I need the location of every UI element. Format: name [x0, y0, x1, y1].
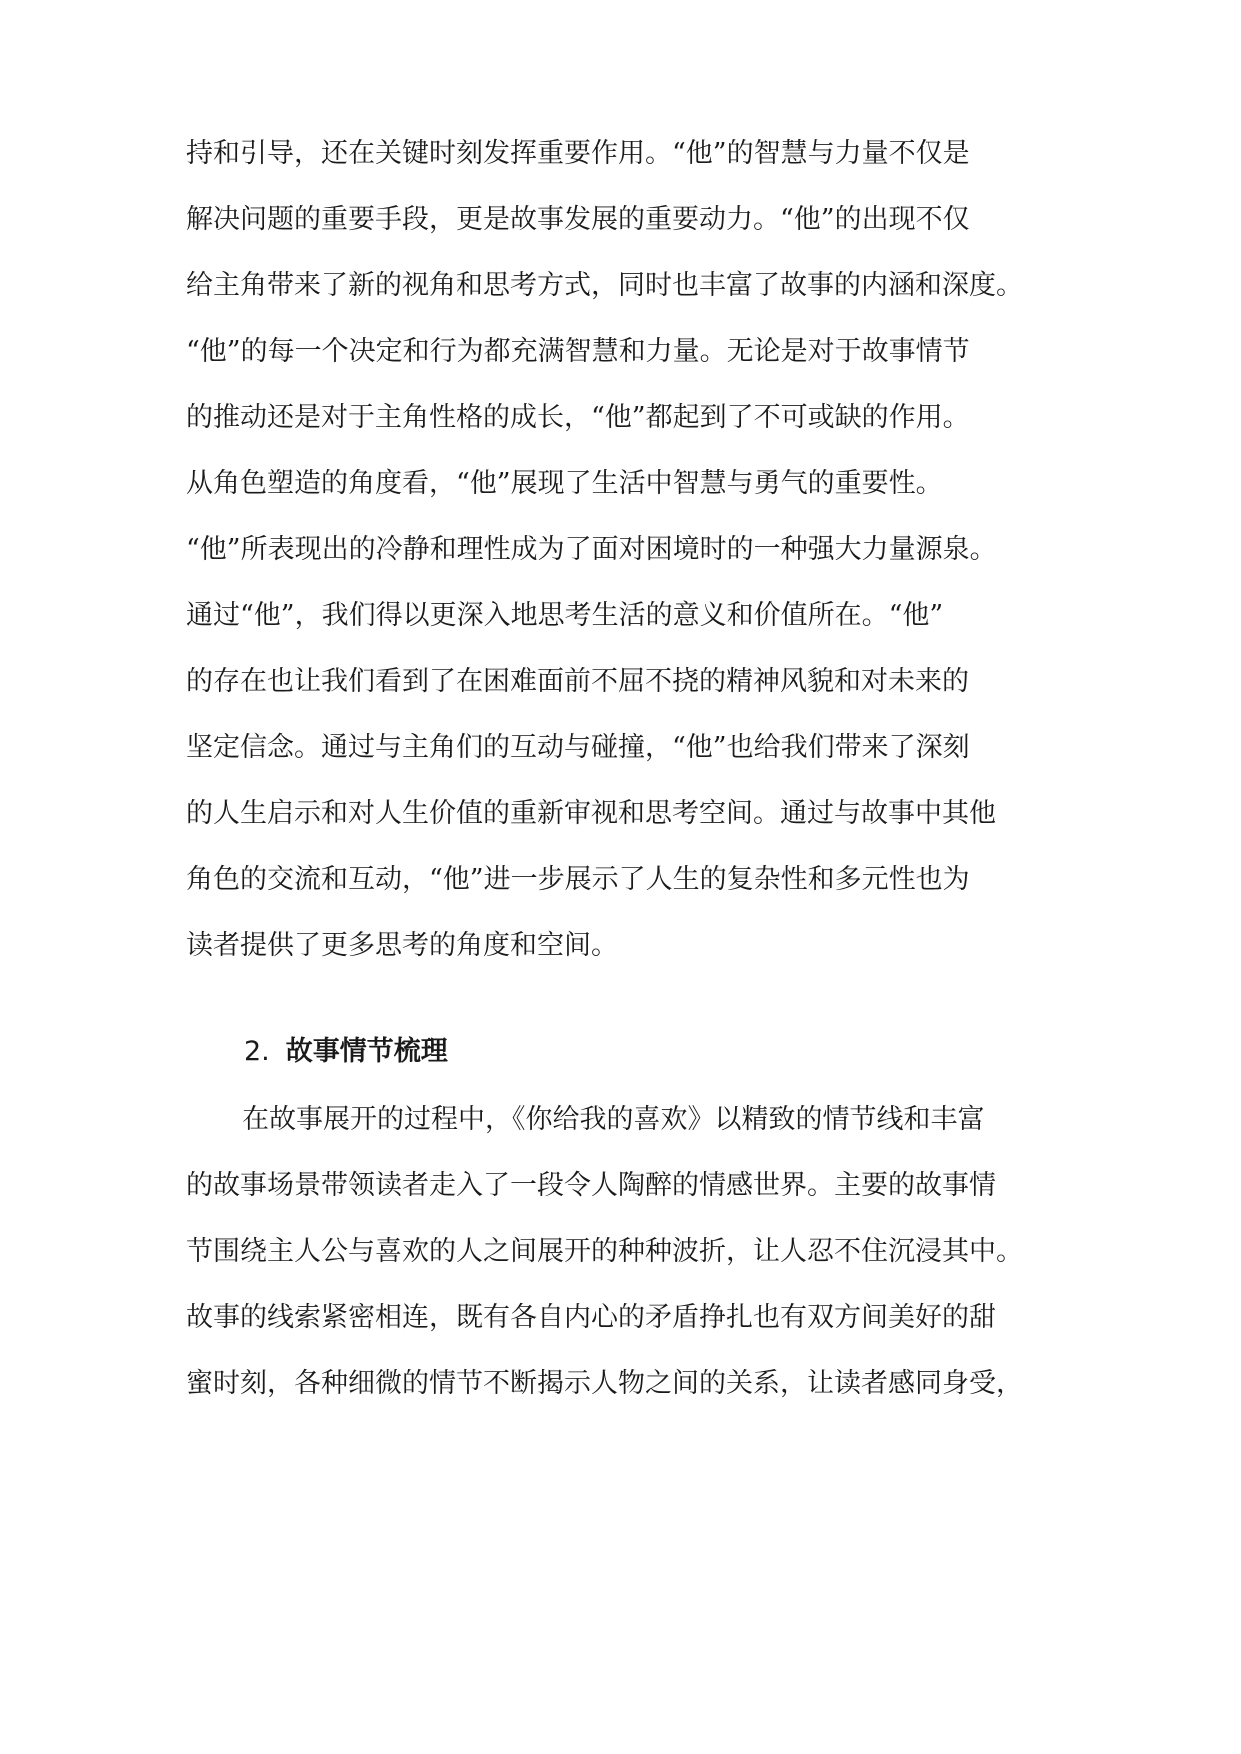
paragraph-1-line-3: 给主角带来了新的视角和思考方式，同时也丰富了故事的内涵和深度。 — [186, 270, 1023, 301]
paragraph-1-line-8: 通过“他”，我们得以更深入地思考生活的意义和价值所在。“他” — [186, 600, 944, 631]
paragraph-1-line-10: 坚定信念。通过与主角们的互动与碰撞，“他”也给我们带来了深刻 — [186, 732, 970, 763]
paragraph-2-line-3: 节围绕主人公与喜欢的人之间展开的种种波折，让人忍不住沉浸其中。 — [186, 1236, 1023, 1267]
paragraph-2-line-2: 的故事场景带领读者走入了一段令人陶醉的情感世界。主要的故事情 — [186, 1170, 996, 1201]
paragraph-2-line-4: 故事的线索紧密相连，既有各自内心的矛盾挣扎也有双方间美好的甜 — [186, 1302, 996, 1333]
paragraph-1-line-7: “他”所表现出的冷静和理性成为了面对困境时的一种强大力量源泉。 — [186, 534, 997, 565]
section-title: 故事情节梳理 — [285, 1036, 448, 1067]
paragraph-2-line-5: 蜜时刻，各种细微的情节不断揭示人物之间的关系，让读者感同身受， — [186, 1368, 1023, 1399]
paragraph-1-line-2: 解决问题的重要手段，更是故事发展的重要动力。“他”的出现不仅 — [186, 204, 970, 235]
paragraph-1-line-9: 的存在也让我们看到了在困难面前不屈不挠的精神风貌和对未来的 — [186, 666, 969, 697]
section-heading — [244, 1032, 448, 1072]
paragraph-2-line-1: 在故事展开的过程中，《你给我的喜欢》以精致的情节线和丰富 — [242, 1104, 985, 1135]
paragraph-1-line-1: 持和引导，还在关键时刻发挥重要作用。“他”的智慧与力量不仅是 — [186, 138, 970, 169]
paragraph-1-line-4: “他”的每一个决定和行为都充满智慧和力量。无论是对于故事情节 — [186, 336, 970, 367]
section-number: 2. — [244, 1036, 270, 1067]
paragraph-1-line-11: 的人生启示和对人生价值的重新审视和思考空间。通过与故事中其他 — [186, 798, 996, 829]
paragraph-1-line-5: 的推动还是对于主角性格的成长，“他”都起到了不可或缺的作用。 — [186, 402, 970, 433]
paragraph-1-line-6: 从角色塑造的角度看，“他”展现了生活中智慧与勇气的重要性。 — [186, 468, 943, 499]
paragraph-1-line-12: 角色的交流和互动，“他”进一步展示了人生的复杂性和多元性也为 — [186, 864, 970, 895]
paragraph-1-line-13: 读者提供了更多思考的角度和空间。 — [186, 930, 618, 961]
